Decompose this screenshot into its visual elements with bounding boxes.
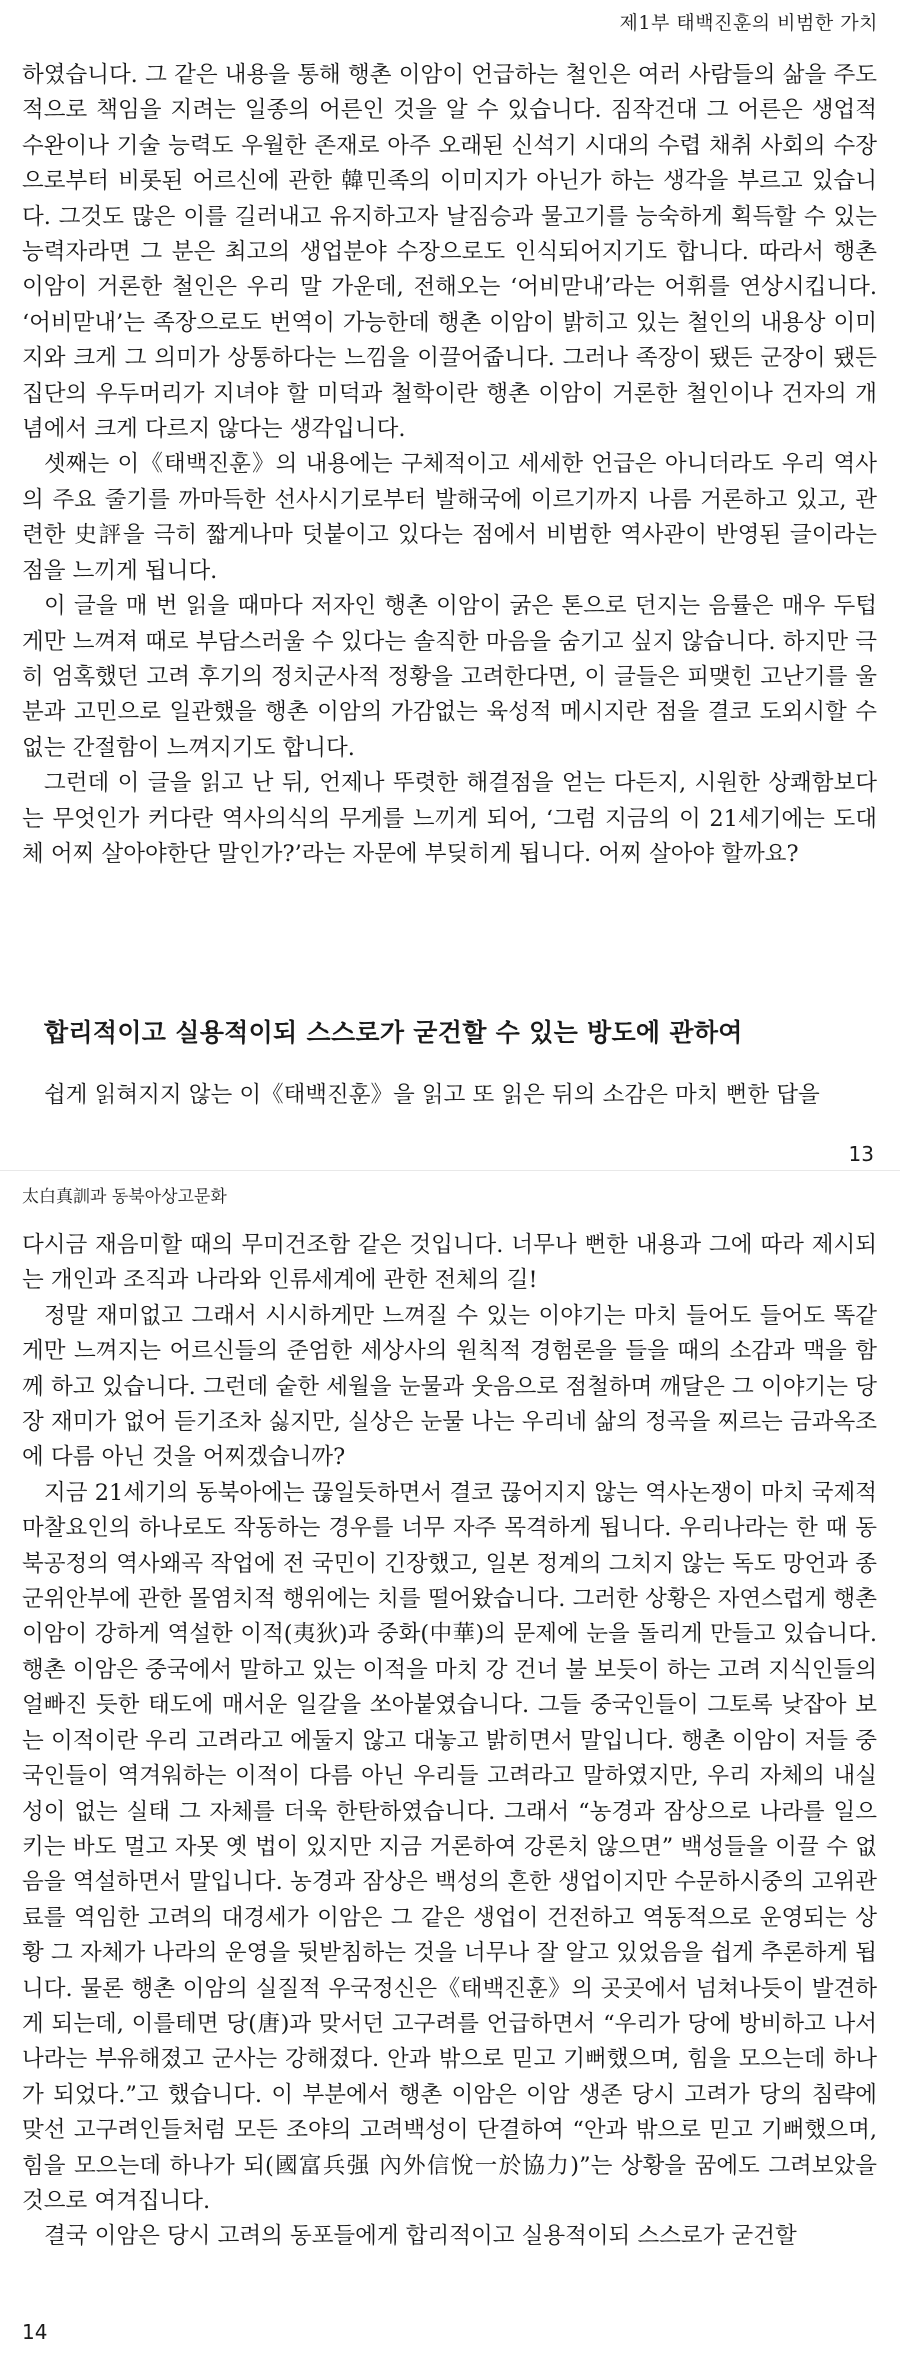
page-13 — [0, 0, 900, 1170]
body-text — [22, 58, 877, 872]
paragraph: 정말 재미없고 그래서 시시하게만 느껴질 수 있는 이야기는 마치 들어도 들어도 똑같게만 느껴지는 어르신들의 준엄한 세상사의 원칙적 경험론을 들을 때의 소감과 맥을 함께 하고 있습니다. 그런데 숱한 세월을 눈물과 웃음으로 점철하며 깨달은 그 이야기는 당장 재미가 없어 듣기조차 싫지만, 실상은 눈물 나는 우리네 삶의 정곡을 찌르는 금과옥조에 다름 아닌 것을 어찌겠습니까? — [22, 1302, 877, 1471]
paragraph: 그런데 이 글을 읽고 난 뒤, 언제나 뚜렷한 해결점을 얻는 다든지, 시원한 상쾌함보다는 무엇인가 커다란 역사의식의 무게를 느끼게 되어, ‘그럼 지금의 이 21세기에는 도대체 어찌 살아야한단 말인가?’라는 자문에 부딪히게 됩니다. 어찌 살아야 할까요? — [22, 770, 877, 867]
running-head: 太白真訓과 동북아상고문화 — [22, 1187, 227, 1207]
paragraph: 셋째는 이《태백진훈》의 내용에는 구체적이고 세세한 언급은 아니더라도 우리 역사의 주요 줄기를 까마득한 선사시기로부터 발해국에 이르기까지 나름 거론하고 있고, 관련한 史評을 극히 짧게나마 덧붙이고 있다는 점에서 비범한 역사관이 반영된 글이라는 점을 느끼게 됩니다. — [22, 451, 877, 584]
page-14 — [0, 1178, 900, 2357]
paragraph: 이 글을 매 번 읽을 때마다 저자인 행촌 이암이 굵은 톤으로 던지는 음률은 매우 두텁게만 느껴져 때로 부담스러울 수 있다는 솔직한 마음을 숨기고 싶지 않습니다. 하지만 극히 엄혹했던 고려 후기의 정치군사적 정황을 고려한다면, 이 글들은 피맺힌 고난기를 울분과 고민으로 일관했을 행촌 이암의 가감없는 육성적 메시지란 점을 결코 도외시할 수 없는 간절함이 느껴지기도 합니다. — [22, 593, 877, 761]
running-head: 제1부 태백진훈의 비범한 가치 — [619, 12, 878, 34]
paragraph: 쉽게 읽혀지지 않는 이《태백진훈》을 읽고 또 읽은 뒤의 소감은 마치 뻔한 답을 — [44, 1082, 820, 1108]
section-heading: 합리적이고 실용적이되 스스로가 굳건할 수 있는 방도에 관하여 — [44, 1018, 743, 1047]
page-number: 14 — [22, 2320, 48, 2344]
paragraph: 결국 이암은 당시 고려의 동포들에게 합리적이고 실용적이되 스스로가 굳건할 — [44, 2223, 797, 2250]
page-number: 13 — [848, 1142, 874, 1166]
section-body — [22, 1078, 877, 1113]
paragraph: 하였습니다. 그 같은 내용을 통해 행촌 이암이 언급하는 철인은 여러 사람들의 삶을 주도적으로 책임을 지려는 일종의 어른인 것을 알 수 있습니다. 짐작건대 그 어른은 생업적 수완이나 기술 능력도 우월한 존재로 아주 오래된 신석기 시대의 수렵 채취 사회의 수장으로부터 비롯된 어르신에 관한 韓민족의 이미지가 아닌가 하는 생각을 부르고 있습니다. 그것도 많은 이를 길러내고 유지하고자 날짐승과 물고기를 능숙하게 획득할 수 있는 능력자라면 그 분은 최고의 생업분야 수장으로도 인식되어지기도 합니다. 따라서 행촌 이암이 거론한 철인은 우리 말 가운데, 전해오는 ‘어비맏내’라는 어휘를 연상시킵니다. ‘어비맏내’는 족장으로도 번역이 가능한데 행촌 이암이 밝히고 있는 철인의 내용상 이미지와 크게 그 의미가 상통하다는 느낌을 이끌어줍니다. 그러나 족장이 됐든 군장이 됐든 집단의 우두머리가 지녀야 할 미덕과 철학이란 행촌 이암이 거론한 철인이나 건자의 개념에서 크게 다르지 않다는 생각입니다. — [22, 62, 877, 443]
paragraph: 지금 21세기의 동북아에는 끊일듯하면서 결코 끊어지지 않는 역사논쟁이 마치 국제적 마찰요인의 하나로도 작동하는 경우를 너무 자주 목격하게 됩니다. 우리나라는 한 때 동북공정의 역사왜곡 작업에 전 국민이 긴장했고, 일본 정계의 그치지 않는 독도 망언과 종군위안부에 관한 몰염치적 행위에는 치를 떨어왔습니다. 그러한 상황은 자연스럽게 행촌 이암이 강하게 역설한 이적(夷狄)과 중화(中華)의 문제에 눈을 돌리게 만들고 있습니다. 행촌 이암은 중국에서 말하고 있는 이적을 마치 강 건너 불 보듯이 하는 고려 지식인들의 얼빠진 듯한 태도에 매서운 일갈을 쏘아붙였습니다. 그들 중국인들이 그토록 낮잡아 보는 이적이란 우리 고려라고 에둘지 않고 대놓고 밝히면서 말입니다. 행촌 이암이 저들 중국인들이 역겨워하는 이적이 다름 아닌 우리들 고려라고 말하였지만, 우리 자체의 내실성이 없는 실태 그 자체를 더욱 한탄하였습니다. 그래서 “농경과 잠상으로 나라를 일으키는 바도 멀고 자못 옛 법이 있지만 지금 거론하여 강론치 않으면” 백성들을 이끌 수 없음을 역설하면서 말입니다. 농경과 잠상은 백성의 흔한 생업이지만 수문하시중의 고위관료를 역임한 고려의 대경세가 이암은 그 같은 생업이 건전하고 역동적으로 운영되는 상황 그 자체가 나라의 운영을 뒷받침하는 것을 너무나 잘 알고 있었음을 쉽게 추론하게 됩니다. 물론 행촌 이암의 실질적 우국정신은《태백진훈》의 곳곳에서 넘쳐나듯이 발견하게 되는데, 이를테면 당(唐)과 맞서던 고구려를 언급하면서 “우리가 당에 방비하고 나서 나라는 부유해졌고 군사는 강해졌다. 안과 밖으로 믿고 기뻐했으며, 힘을 모으는데 하나가 되었다.”고 했습니다. 이 부분에서 행촌 이암은 이암 생존 당시 고려가 당의 침략에 맞선 고구려인들처럼 모든 조야의 고려백성이 단결하여 “안과 밖으로 믿고 기뻐했으며, 힘을 모으는데 하나가 되(國富兵强 內外信悅一於協力)”는 상황을 꿈에도 그려보았을 것으로 여겨집니다. — [22, 1479, 877, 2214]
body-text — [22, 1228, 877, 2255]
paragraph: 다시금 재음미할 때의 무미건조함 같은 것입니다. 너무나 뻔한 내용과 그에 따라 제시되는 개인과 조직과 나라와 인류세계에 관한 전체의 길! — [22, 1232, 877, 1294]
